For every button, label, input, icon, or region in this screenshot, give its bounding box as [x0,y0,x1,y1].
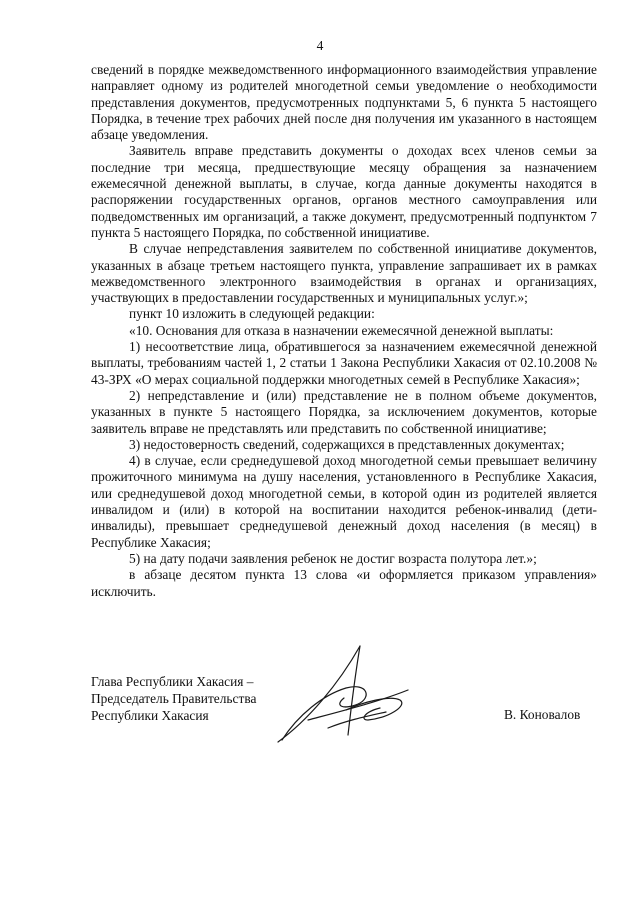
signer-title [91,673,256,724]
paragraph: 3) недостоверность сведений, содержащихся в представленных документах; [129,436,565,452]
signer-name: В. Коновалов [504,707,581,722]
paragraph: 4) в случае, если среднедушевой доход многодетной семьи превышает величину прожиточного минимума на душу населения, установленного в Республике Хакасия, или среднедушевой доход многодетной семьи, в которой один из родителей является инвалидом и (или) в которой на воспитании находится ребенок-инвалид (дети-инвалиды), превышает среднедушевой денежный доход населения (в месяц) в Республике Хакасия; [91,453,597,550]
signer-title-line: Глава Республики Хакасия – [91,674,254,689]
paragraph: Заявитель вправе представить документы о доходах всех членов семьи за последние три месяца, предшествующие месяцу обращения за назначением ежемесячной денежной выплаты, в случае, когда данные документы находятся в распоряжении государственных органов, органов местного самоуправления или подведомственных им организаций, а также документ, предусмотренный подпунктом 7 пункта 5 настоящего Порядка, по собственной инициативе. [91,143,597,240]
signer-title-line: Республики Хакасия [91,708,209,723]
page-number: 4 [316,38,324,53]
paragraph: 1) несоответствие лица, обратившегося за назначением ежемесячной денежной выплаты, требованиям частей 1, 2 статьи 1 Закона Республики Хакасия от 02.10.2008 № 43-ЗРХ «О мерах социальной поддержки многодетных семей в Республике Хакасия»; [91,339,597,387]
paragraph: пункт 10 изложить в следующей редакции: [129,306,375,322]
signer-title-line: Председатель Правительства [91,691,257,706]
paragraph: «10. Основания для отказа в назначении ежемесячной денежной выплаты: [129,322,554,338]
paragraph: сведений в порядке межведомственного информационного взаимодействия управление направляет одному из родителей многодетной семьи уведомление о необходимости представления документов, предусмотренных подпунктами 5, 6 пункта 5 настоящего Порядка, в течение трех рабочих дней после дня получения им указанного в настоящем абзаце уведомления. [91,62,597,143]
paragraph: в абзаце десятом пункта 13 слова «и оформляется приказом управления» исключить. [91,567,597,599]
paragraph: 5) на дату подачи заявления ребенок не достиг возраста полутора лет.»; [129,550,537,566]
paragraph: 2) непредставление и (или) представление не в полном объеме документов, указанных в пункте 5 настоящего Порядка, за исключением документов, которые заявитель вправе не представлять или представить по собственной инициативе; [91,387,597,436]
document-body [91,62,597,600]
paragraph: В случае непредставления заявителем по собственной инициативе документов, указанных в абзаце третьем настоящего пункта, управление запрашивает их в рамках межведомственного электронного взаимодействия в органах и организациях, участвующих в предоставлении государственных и муниципальных услуг.»; [91,241,597,306]
handwritten-signature [268,640,418,750]
